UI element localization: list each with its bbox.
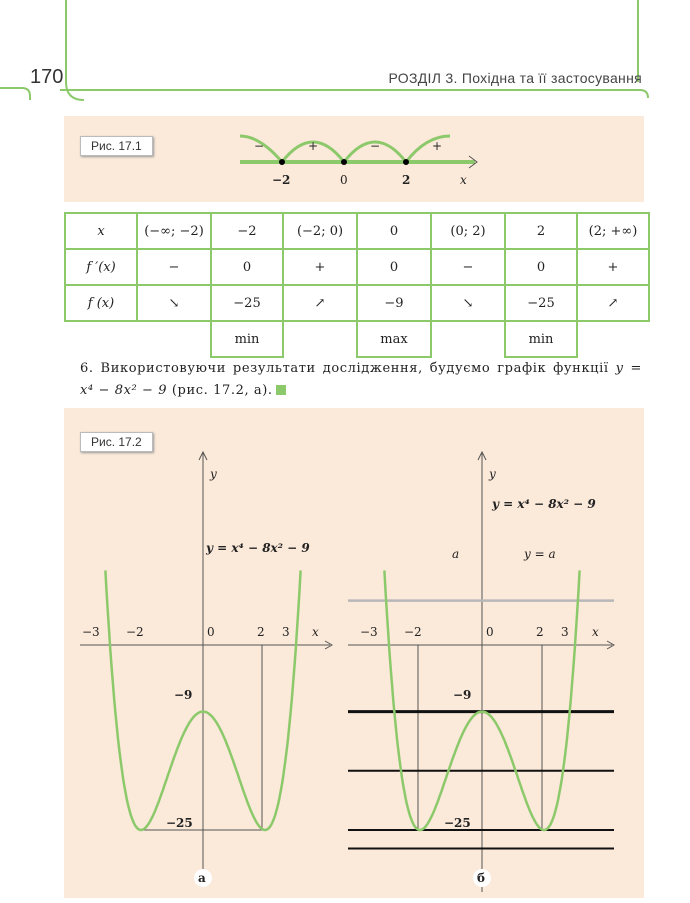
y-value-label: −25: [444, 816, 471, 830]
point-label: 0: [340, 173, 348, 187]
table-cell: f ′(x): [65, 249, 137, 285]
page-number: 170: [30, 66, 64, 88]
table-cell: −: [137, 249, 211, 285]
y-value-label: −9: [174, 688, 193, 702]
paragraph-text: 6. Використовуючи результати дослідження, будуємо графік функції: [80, 361, 609, 376]
x-tick-label: 3: [561, 625, 569, 639]
point-label: −2: [272, 173, 291, 187]
table-row: [65, 285, 649, 321]
caption-b: б: [477, 871, 486, 885]
x-tick-label: 2: [257, 625, 265, 639]
function-label: y = x⁴ − 8x² − 9: [492, 497, 596, 511]
x-tick-label: −2: [126, 625, 144, 639]
table-cell: (−∞; −2): [137, 213, 211, 249]
table-cell: −25: [505, 285, 577, 321]
table-cell: f (x): [65, 285, 137, 321]
table-cell: (−2; 0): [283, 213, 357, 249]
x-axis-label: x: [592, 625, 599, 639]
table-row: [65, 321, 649, 357]
x-tick-label: 0: [207, 625, 215, 639]
caption-a: а: [198, 871, 206, 885]
x-tick-label: 3: [282, 625, 290, 639]
y-value-label: −25: [166, 816, 193, 830]
table-cell: max: [357, 321, 431, 357]
table-cell: (2; +∞): [577, 213, 649, 249]
table-cell: x: [65, 213, 137, 249]
paragraph-6: [80, 358, 642, 402]
y-axis-label: y: [489, 467, 496, 481]
figure-17-2-graphs: [0, 400, 690, 900]
table-cell: +: [283, 249, 357, 285]
paragraph-formula: y = x⁴ − 8x² − 9: [80, 361, 643, 398]
sign-table: [64, 212, 650, 358]
x-tick-label: 0: [486, 625, 494, 639]
sign-1: −: [254, 139, 265, 153]
table-cell: −9: [357, 285, 431, 321]
table-cell: min: [211, 321, 283, 357]
table-cell: ↘: [137, 285, 211, 321]
table-cell: −: [431, 249, 505, 285]
table-cell: −25: [211, 285, 283, 321]
table-cell: ↘: [431, 285, 505, 321]
end-square-icon: [276, 385, 286, 395]
figure-17-1-label: Рис. 17.1: [80, 136, 153, 156]
table-row: [65, 249, 649, 285]
table-cell: 2: [505, 213, 577, 249]
figure-17-2-label: Рис. 17.2: [80, 432, 153, 452]
x-tick-label: −3: [82, 625, 100, 639]
table-cell: +: [577, 249, 649, 285]
table-cell: min: [505, 321, 577, 357]
graph-a: [80, 452, 332, 870]
point-label: 2: [402, 173, 411, 187]
table-cell: ↗: [577, 285, 649, 321]
paragraph-tail: (рис. 17.2, а).: [171, 383, 273, 398]
table-cell: 0: [357, 249, 431, 285]
chapter-title: РОЗДІЛ 3. Похідна та її застосування: [388, 70, 642, 86]
table-cell: (0; 2): [431, 213, 505, 249]
sign-2: +: [308, 139, 319, 153]
axis-x-label: x: [460, 173, 467, 187]
graph-b: [348, 452, 614, 892]
x-tick-label: −2: [404, 625, 422, 639]
table-cell: −2: [211, 213, 283, 249]
sign-4: +: [432, 139, 443, 153]
page-frame: [0, 0, 690, 110]
function-label: y = x⁴ − 8x² − 9: [206, 541, 310, 555]
x-tick-label: −3: [360, 625, 378, 639]
table-row: [65, 213, 649, 249]
line-eq-label: y = a: [524, 547, 556, 561]
sign-chart: [220, 122, 500, 192]
x-tick-label: 2: [536, 625, 544, 639]
table-cell: 0: [505, 249, 577, 285]
sign-3: −: [370, 139, 381, 153]
x-axis-label: x: [312, 625, 319, 639]
y-axis-label: y: [210, 467, 217, 481]
table-cell: ↗: [283, 285, 357, 321]
table-cell: 0: [357, 213, 431, 249]
table-cell: 0: [211, 249, 283, 285]
line-a-label: a: [452, 547, 460, 561]
y-value-label: −9: [453, 688, 472, 702]
